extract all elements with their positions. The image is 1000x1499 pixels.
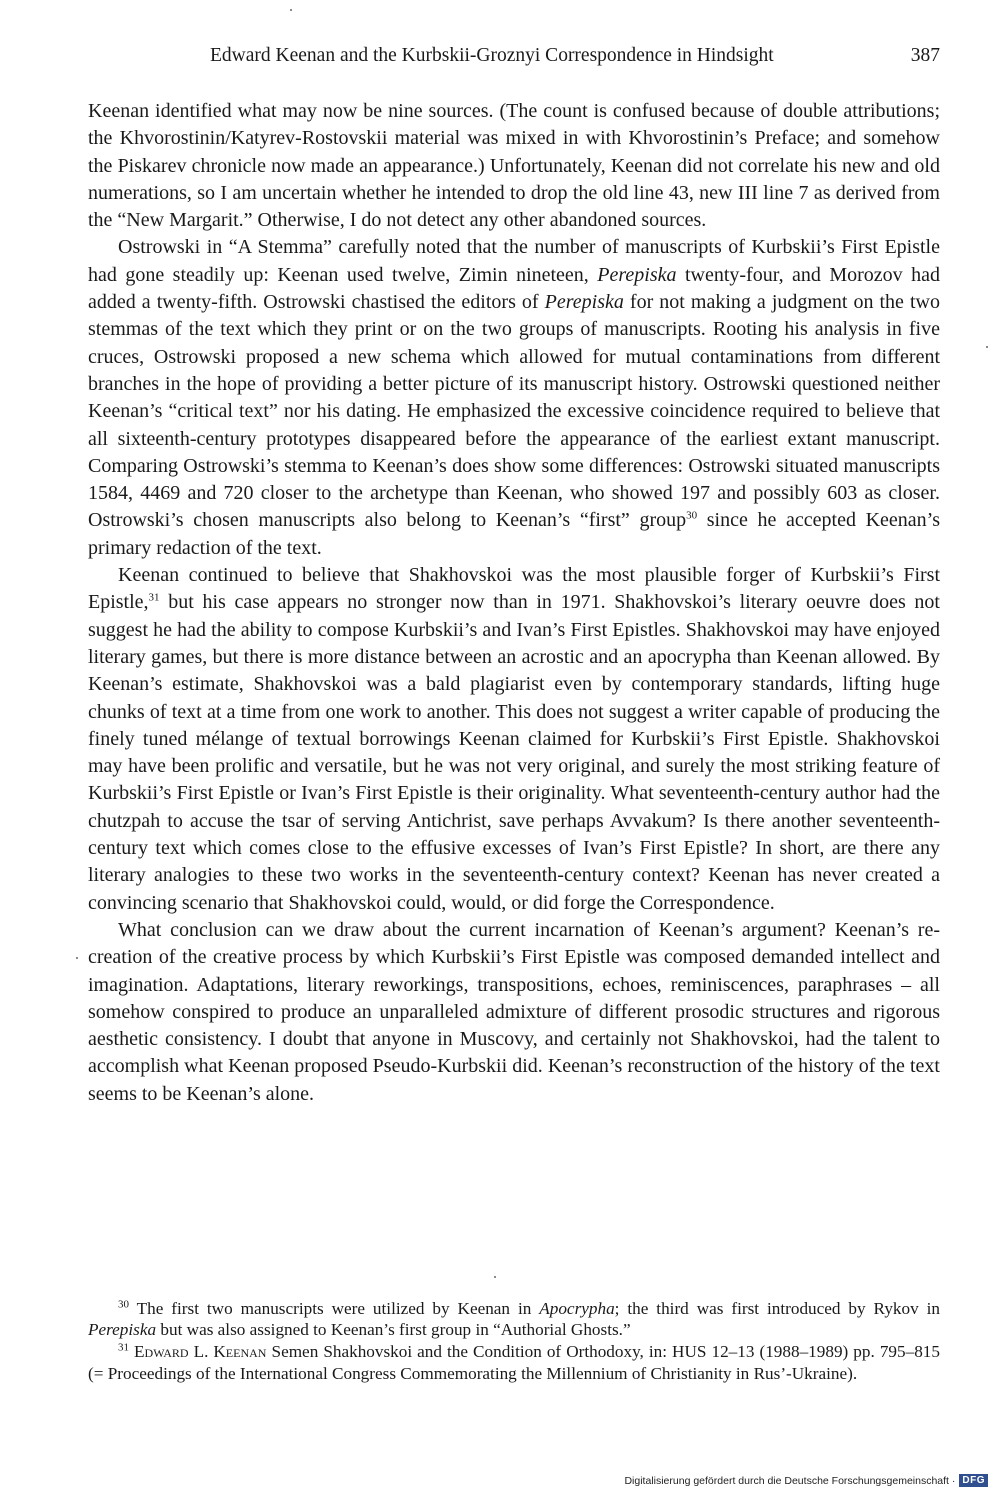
italic-title: Perepiska [597,263,677,286]
text-run: The first two manuscripts were utilized by Keenan in [129,1299,540,1318]
paragraph-2 [88,234,940,562]
page-number: 387 [910,45,940,66]
footnote-30 [88,1298,940,1340]
footnote-number: 31 [118,1341,129,1354]
scan-speck [290,9,292,11]
scan-speck [76,957,78,959]
italic-title: Perepiska [88,1320,157,1340]
text-run: since he accepted Keenan’s primary redaction of the text. [88,509,941,559]
footnote-number: 30 [118,1298,129,1311]
text-run: Semen Shakhovskoi and the Condition of Orthodoxy, in: HUS 12–13 (1988–1989) pp. 795–815 (= Proceedings of the International Congress Commemorating the Millennium of Christianity in Rus’-Ukraine). [88,1342,940,1383]
footnote-author: Edward L. Keenan [129,1342,267,1362]
footnote-31 [88,1341,940,1383]
text-run: ; the third was first introduced by Rykov in [614,1299,940,1318]
text-run: but his case appears no stronger now than in 1971. Shakhovskoi’s literary oeuvre does not suggest he had the ability to compose Kurbskii’s and Ivan’s First Epistles. Shakhovskoi may have enjoyed literary games, but there is more distance between an acrostic and an apocrypha than Keenan allowed. By Keenan’s estimate, Shakhovskoi was a bald plagiarist even by contemporary standards, lifting huge chunks of text at a time from one work to another. This does not suggest a writer capable of producing the finely tuned mélange of textual borrowings Keenan claimed for Kurbskii’s First Epistle. Shakhovskoi may have been prolific and versatile, but he was not very original, and surely the most striking feature of Kurbskii’s First Epistle or Ivan’s First Epistle is their originality. What seventeenth-century author had the chutzpah to accuse the tsar of serving Antichrist, save perhaps Avvakum? Is there another seventeenth-century text which comes close to the effusive excesses of Ivan’s First Epistle? In short, are there any literary analogies to these two works in the seventeenth-century context? Keenan has never created a convincing scenario that Shakhovskoi could, would, or did forge the Correspondence. [88,591,940,914]
text-run: twenty-four, and Morozov had added a twenty-fifth. Ostrowski chastised the editors of [88,263,940,314]
scan-speck [494,1276,496,1278]
italic-title: Perepiska [544,291,624,314]
paragraph-1: Keenan identified what may now be nine sources. (The count is confused because of double attributions; the Khvorostinin/Katyrev-Rostovskii material was mixed in with Khvorostinin’s Preface; and somehow the Piskarev chronicle now made an appearance.) Unfortunately, Keenan did not correlate his new and old numerations, so I am uncertain whether he intended to drop the old line 43, new III line 7 as derived from the “New Margarit.” Otherwise, I do not detect any other abandoned sources. [88,100,940,232]
text-run: Keenan continued to believe that Shakhovskoi was the most plausible forger of Kurbskii’s First Epistle, [88,564,940,614]
dfg-credit-text: Digitalisierung gefördert durch die Deutsche Forschungsgemeinschaft · [624,1474,956,1487]
scan-speck [986,346,988,348]
footnote-ref-30[interactable]: 30 [686,509,698,522]
text-run: Ostrowski in “A Stemma” carefully noted that the number of manuscripts of Kurbskii’s First Epistle had gone steadily up: Keenan used twelve, Zimin nineteen, [88,236,940,286]
running-head-title: Edward Keenan and the Kurbskii-Groznyi Correspondence in Hindsight [210,45,774,66]
text-run: but was also assigned to Keenan’s first group in “Authorial Ghosts.” [156,1320,631,1340]
paragraph-4: What conclusion can we draw about the current incarnation of Keenan’s argument? Keenan’s re-creation of the creative process by which Kurbskii’s First Epistle was composed demanded intellect and imagination. Adaptations, literary reworkings, transpositions, echoes, reminiscences, paraphrases – all somehow conspired to produce an unparalleled admixture of different prosodic structures and rigorous aesthetic consistency. I doubt that anyone in Muscovy, and certainly not Shakhovskoi, had the talent to accomplish what Keenan proposed Pseudo-Kurbskii did. Keenan’s reconstruction of the history of the text seems to be Keenan’s alone. [88,918,940,1105]
footnote-ref-31[interactable]: 31 [148,591,160,604]
dfg-credit [624,1474,988,1487]
paragraph-3 [88,562,940,917]
body-text [88,98,940,1108]
text-run: for not making a judgment on the two stemmas of the text which they print or on the two groups of manuscripts. Rooting his analysis in five cruces, Ostrowski proposed a new schema which allowed for mutual contaminations from different branches in the hope of providing a better picture of its manuscript history. Ostrowski questioned neither Keenan’s “critical text” nor his dating. He emphasized the excessive coincidence required to believe that all sixteenth-century prototypes disappeared before the appearance of the earliest extant manuscript. Comparing Ostrowski’s stemma to Keenan’s does show some differences: Ostrowski situated manuscripts 1584, 4469 and 720 closer to the archetype than Keenan, who showed 197 and possibly 603 as closer. Ostrowski’s chosen manuscripts also belong to Keenan’s “first” group [88,291,940,532]
dfg-logo: DFG [959,1474,988,1487]
footnotes [88,1298,940,1385]
italic-title: Apocrypha [539,1299,615,1318]
